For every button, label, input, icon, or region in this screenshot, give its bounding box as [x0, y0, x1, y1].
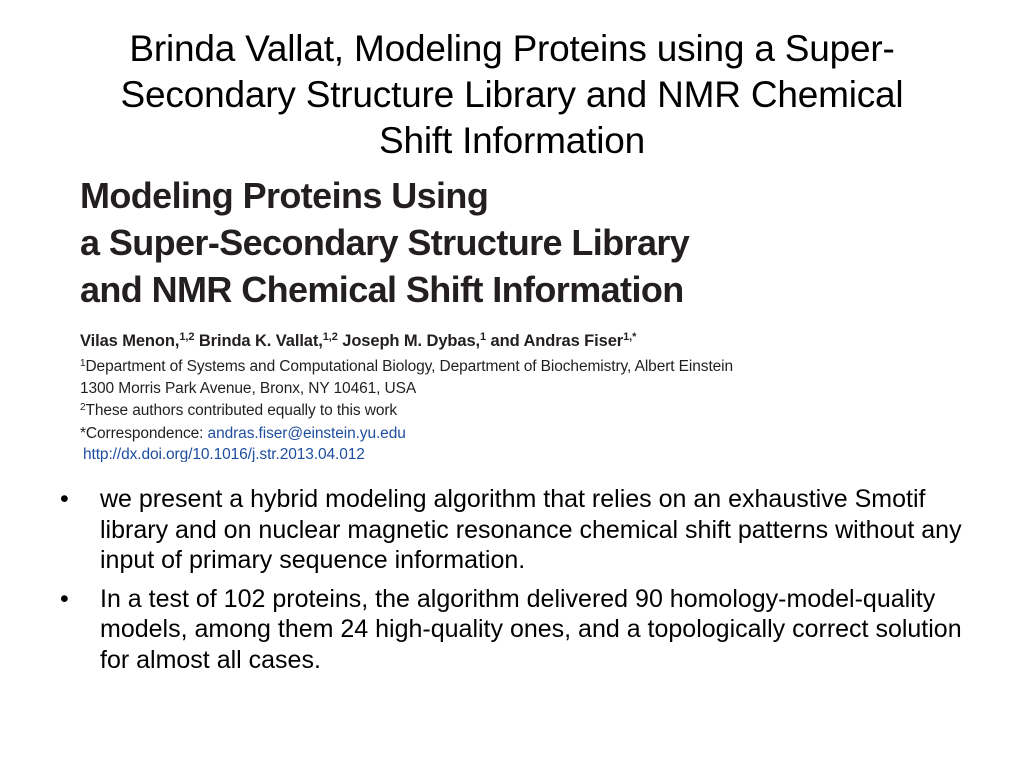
- bullet-list: [58, 484, 978, 683]
- author-separator: and: [486, 332, 524, 350]
- paper-header-image: [80, 172, 850, 462]
- paper-title-line-2: a Super-Secondary Structure Library: [80, 222, 690, 263]
- affiliation-sup: 1: [80, 358, 86, 369]
- note-text: These authors contributed equally to this work: [85, 402, 398, 419]
- correspondence-email-link[interactable]: andras.fiser@einstein.yu.edu: [207, 425, 406, 442]
- slide-title-line-3: Shift Information: [378, 120, 645, 161]
- slide-title-line-2: Secondary Structure Library and NMR Chemical: [120, 74, 904, 115]
- author-list: [80, 332, 636, 351]
- affiliation-text: Department of Systems and Computational Biology, Department of Biochemistry, Albert Einstein: [85, 358, 734, 375]
- note-sup: 2: [80, 402, 86, 413]
- author-name: Brinda K. Vallat,: [198, 332, 323, 350]
- bullet-item: [58, 584, 978, 676]
- affiliation-line: [80, 358, 733, 376]
- author-name: Joseph M. Dybas,: [342, 332, 481, 350]
- author-name: Vilas Menon,: [80, 332, 180, 350]
- paper-title: [80, 172, 850, 313]
- slide-title-line-1: Brinda Vallat, Modeling Proteins using a Super-: [129, 28, 895, 69]
- author-affiliation-sup: 1,*: [623, 331, 637, 343]
- author-affiliation-sup: 1,2: [179, 331, 195, 343]
- author-affiliation-sup: 1: [480, 331, 487, 343]
- bullet-marker: •: [60, 485, 69, 513]
- bullet-text: In a test of 102 proteins, the algorithm delivered 90 homology-model-quality models, among them 24 high-quality ones, and a topologically correct solution for almost all cases.: [100, 584, 962, 674]
- paper-title-line-3: and NMR Chemical Shift Information: [80, 269, 684, 310]
- author-affiliation-sup: 1,2: [322, 331, 338, 343]
- address-line: 1300 Morris Park Avenue, Bronx, NY 10461, USA: [80, 380, 417, 397]
- bullet-item: [58, 484, 978, 576]
- slide-title: [40, 26, 984, 164]
- bullet-marker: •: [60, 584, 69, 613]
- bullet-text: we present a hybrid modeling algorithm that relies on an exhaustive Smotif library and on nuclear magnetic resonance chemical shift patterns without any input of primary sequence information.: [100, 485, 962, 574]
- author-name: Andras Fiser: [523, 332, 624, 350]
- doi-link[interactable]: http://dx.doi.org/10.1016/j.str.2013.04.012: [83, 446, 365, 462]
- correspondence-label: *Correspondence:: [80, 425, 208, 442]
- correspondence-line: [80, 425, 406, 443]
- paper-title-line-1: Modeling Proteins Using: [80, 175, 489, 216]
- equal-contribution-note: [80, 402, 397, 420]
